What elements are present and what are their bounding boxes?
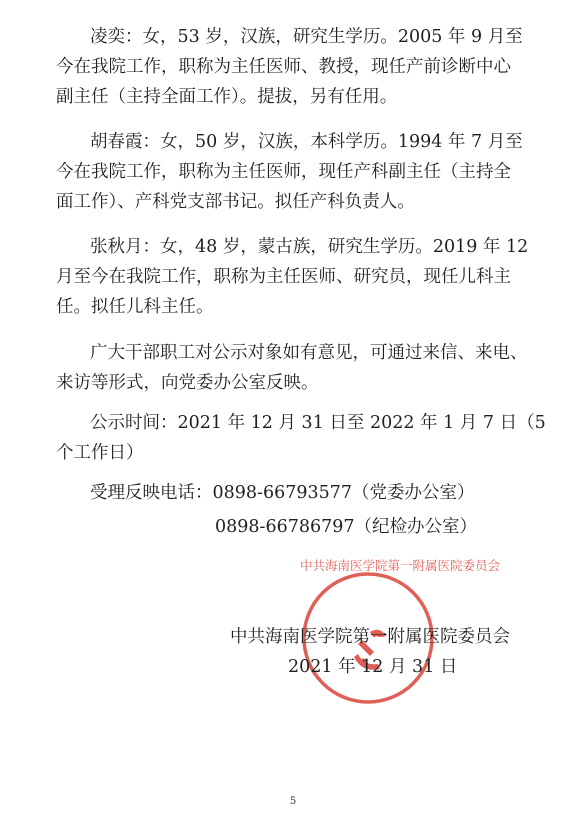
text-line: 公示时间：2021 年 12 月 31 日至 2022 年 1 月 7 日（5: [90, 413, 546, 433]
paragraph-zhang-qiu-yue: [56, 232, 532, 322]
text-line: 张秋月：女，48 岁，蒙古族，研究生学历。2019 年 12: [90, 237, 529, 257]
contact-line-2: [215, 512, 477, 542]
contact-line-1: [90, 478, 475, 508]
paragraph-hu-chun-xia: [56, 127, 532, 217]
paragraph-feedback-notice: [56, 338, 532, 398]
page-number: 5: [289, 796, 297, 807]
text-line: 今在我院工作，职称为主任医师、教授，现任产前诊断中心: [56, 57, 511, 77]
phone-party-office: 0898-66793577（党委办公室）: [212, 483, 475, 503]
text-line: 月至今在我院工作，职称为主任医师、研究员，现任儿科主: [56, 267, 511, 287]
signature-organization: 中共海南医学院第一附属医院委员会: [230, 627, 510, 647]
seal-text: 中共海南医学院第一附属医院委员会: [300, 558, 501, 573]
phone-discipline-office: 0898-66786797（纪检办公室）: [215, 517, 478, 537]
text-line: 任。拟任儿科主任。: [56, 297, 214, 317]
signature-date: 2021 年 12 月 31 日: [288, 657, 458, 677]
text-line: 面工作）、产科党支部书记。拟任产科负责人。: [56, 192, 415, 212]
paragraph-ling-yi: [56, 22, 532, 112]
text-line: 凌奕：女，53 岁，汉族，研究生学历。2005 年 9 月至: [90, 27, 523, 47]
text-line: 胡春霞：女，50 岁，汉族，本科学历。1994 年 7 月至: [90, 132, 523, 152]
text-line: 个工作日）: [56, 443, 144, 463]
text-line: 今在我院工作，职称为主任医师，现任产科副主任（主持全: [56, 162, 511, 182]
contact-label: 受理反映电话：: [90, 483, 213, 503]
text-line: 来访等形式，向党委办公室反映。: [56, 373, 319, 393]
text-line: 副主任（主持全面工作）。提拔，另有任用。: [56, 87, 398, 107]
paragraph-publicity-period: [56, 408, 546, 468]
text-line: 广大干部职工对公示对象如有意见，可通过来信、来电、: [90, 343, 528, 363]
